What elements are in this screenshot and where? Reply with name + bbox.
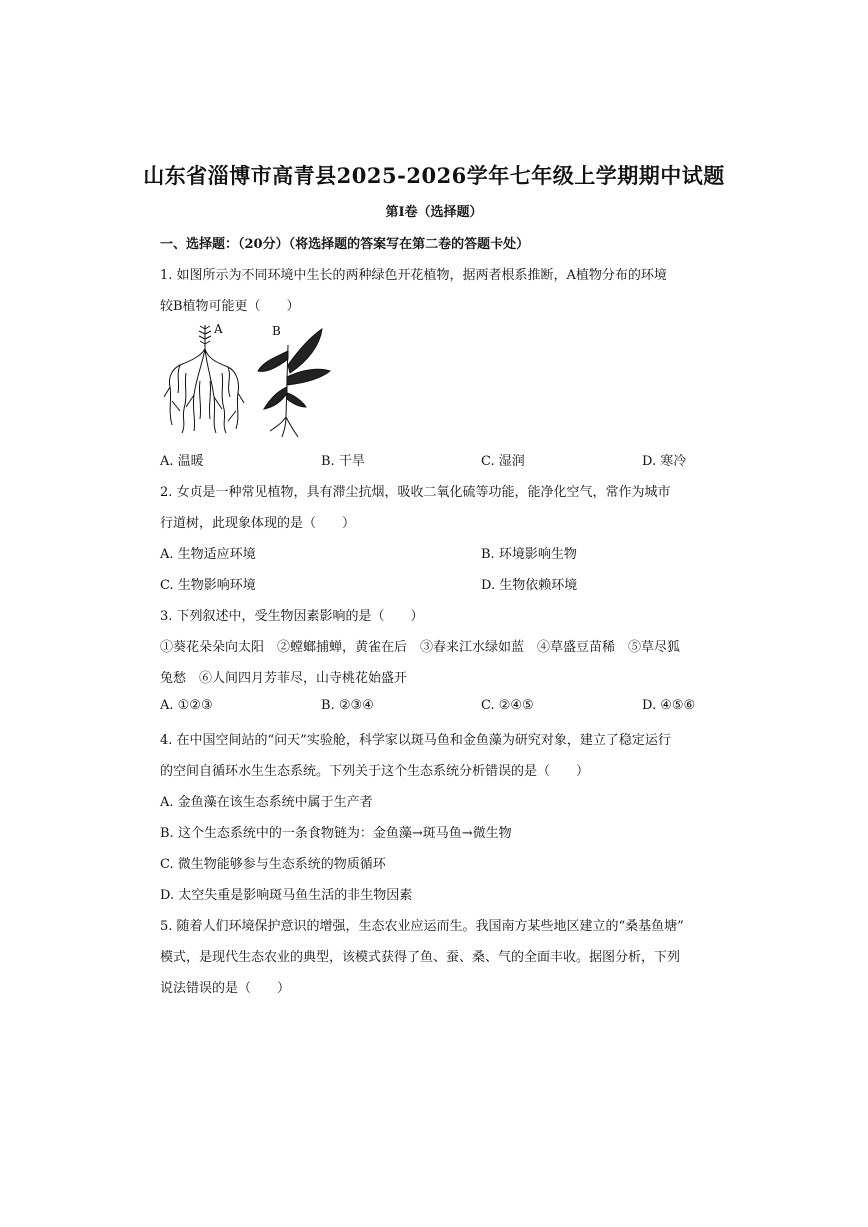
q3-option-d: D. ④⑤⑥ [642,698,696,713]
q5-stem-line1: 5. 随着人们环境保护意识的增强，生态农业应运而生。我国南方某些地区建立的“桑基鱼塘” [160,919,684,934]
plant-a-drawing [164,325,244,433]
q3-option-b: B. ②③④ [321,698,374,713]
q2-stem-line1: 2. 女贞是一种常见植物，具有滞尘抗烟，吸收二氧化硫等功能，能净化空气，常作为城市 [160,485,671,500]
page-title: 山东省淄博市高青县2025-2026学年七年级上学期期中试题 [143,163,725,188]
plant-roots-illustration [160,321,340,439]
q3-stem-line2: ①葵花朵朵向太阳 ②螳螂捕蝉，黄雀在后 ③春来江水绿如蓝 ④草盛豆苗稀 ⑤草尽狐 [160,640,681,655]
plant-b-drawing [258,329,330,437]
q2-stem-line2: 行道树，此现象体现的是（ ） [160,516,356,531]
q1-option-b: B. 干旱 [321,454,365,469]
q3-option-a: A. ①②③ [160,698,213,713]
q4-stem-line2: 的空间自循环水生生态系统。下列关于这个生态系统分析错误的是（ ） [160,764,590,779]
page-subtitle: 第Ⅰ卷（选择题） [385,205,483,220]
q5-stem-line3: 说法错误的是（ ） [160,981,291,996]
q2-option-a: A. 生物适应环境 [160,547,256,562]
q3-stem-line3: 兔愁 ⑥人间四月芳菲尽，山寺桃花始盛开 [160,671,408,686]
q3-stem-line1: 3. 下列叙述中，受生物因素影响的是（ ） [160,609,424,624]
q5-stem-line2: 模式，是现代生态农业的典型，该模式获得了鱼、蚕、桑、气的全面丰收。据图分析，下列 [160,950,681,965]
q1-option-a: A. 温暖 [160,454,204,469]
q1-stem-line1: 1. 如图所示为不同环境中生长的两种绿色开花植物，据两者根系推断，A植物分布的环境 [160,268,667,283]
q4-option-a: A. 金鱼藻在该生态系统中属于生产者 [160,795,373,810]
figure-label-a: A [214,322,223,336]
q4-option-b: B. 这个生态系统中的一条食物链为：金鱼藻→斑马鱼→微生物 [160,826,512,841]
q2-option-c: C. 生物影响环境 [160,578,256,593]
plant-roots-figure [160,321,340,439]
q2-option-d: D. 生物依赖环境 [481,578,578,593]
q4-option-d: D. 太空失重是影响斑马鱼生活的非生物因素 [160,888,413,903]
q1-option-c: C. 湿润 [481,454,525,469]
q3-option-c: C. ②④⑤ [481,698,534,713]
figure-label-b: B [272,324,281,338]
section-heading: 一、选择题：（20分）（将选择题的答案写在第二卷的答题卡处） [160,237,530,252]
q4-stem-line1: 4. 在中国空间站的“问天”实验舱，科学家以斑马鱼和金鱼藻为研究对象，建立了稳定运行 [160,733,671,748]
q2-option-b: B. 环境影响生物 [481,547,577,562]
q1-option-d: D. 寒冷 [642,454,687,469]
q1-stem-line2: 较B植物可能更（ ） [160,299,300,314]
q4-option-c: C. 微生物能够参与生态系统的物质循环 [160,857,386,872]
